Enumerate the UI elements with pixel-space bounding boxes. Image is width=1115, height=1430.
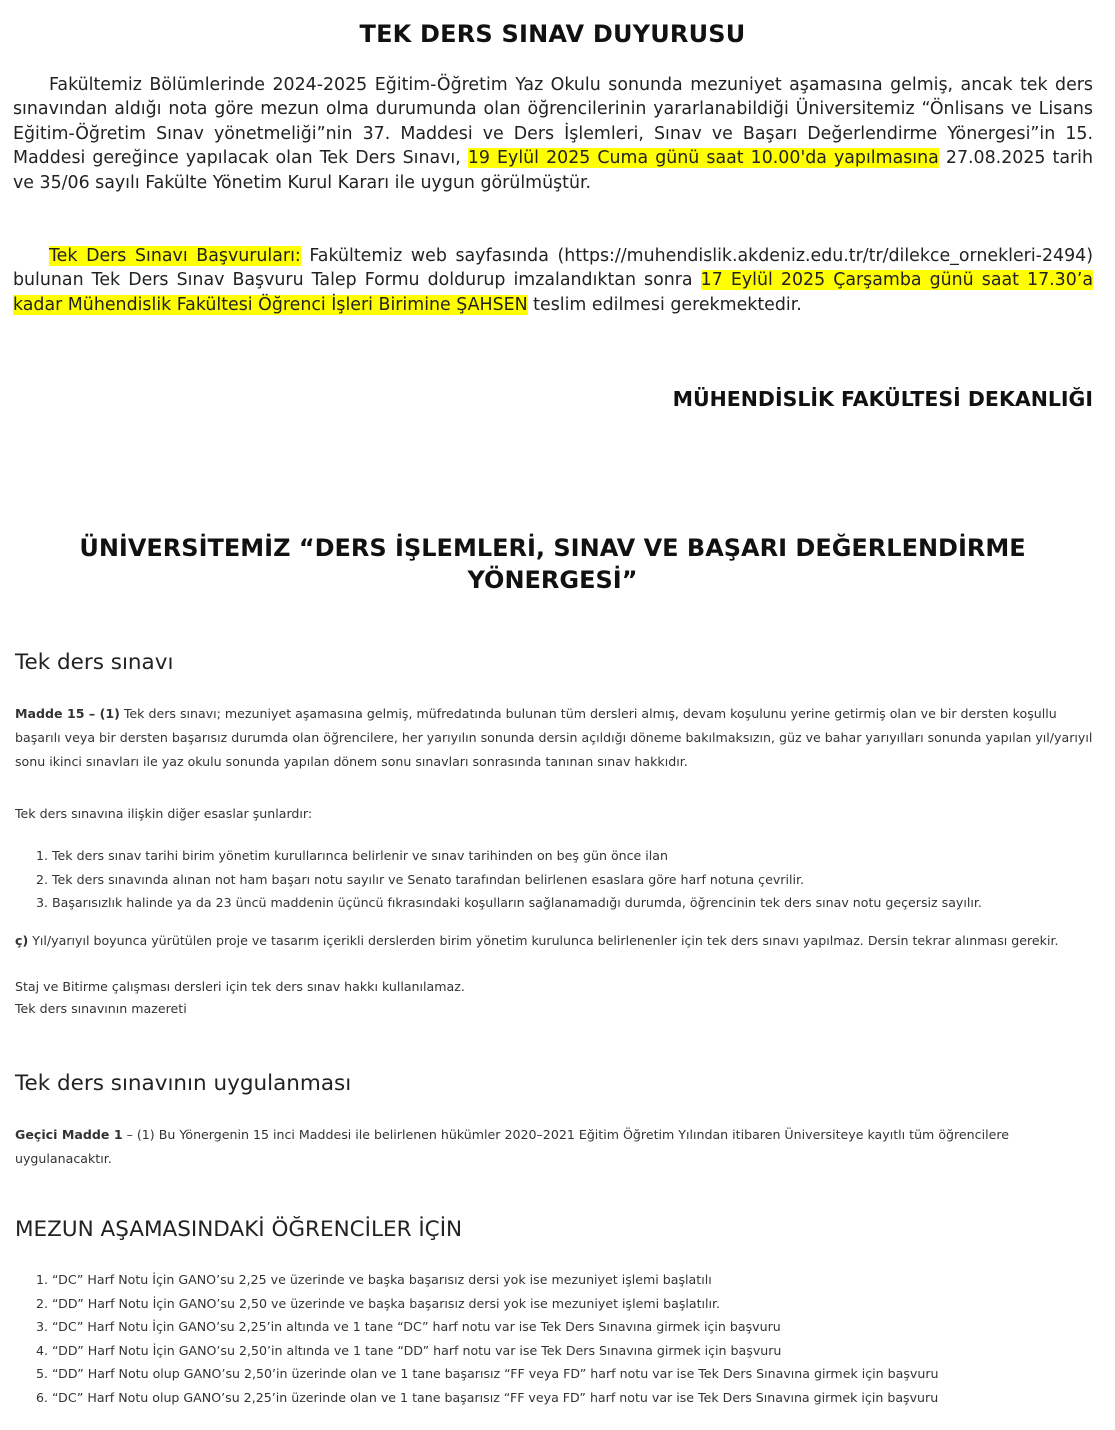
list-item: 6. “DC” Harf Notu olup GANO’su 2,25’in üzerinde olan ve 1 tane başarısız “FF veya FD” harf notu var ise Tek Ders Sınavına girmek için başvuru [52,1386,939,1410]
madde-15-paragraph [15,702,1095,774]
madde-15-text: Tek ders sınavı; mezuniyet aşamasına gelmiş, müfredatında bulunan tüm dersleri almış, devam koşulunu yerine getirmiş olan ve bir dersten koşullu başarılı veya bir dersten başarısız durumda olan öğrencilere, her yarıyılın sonunda dersin açıldığı döneme bakılmaksızın, güz ve bahar yarıyılları sonunda yapılan yıl/yarıyıl sonu ikinci sınavları ile yaz okulu sonunda yapılan dönem sonu sınavları sonrasında tanınan sınav hakkıdır. [15,706,1093,769]
list-item: 1. Tek ders sınav tarihi birim yönetim kurullarınca belirlenir ve sınav tarihinden on beş gün önce ilan [52,844,982,868]
gecici-madde-paragraph [15,1123,1095,1171]
announcement-paragraph-2 [13,244,1093,317]
list-item: 1. “DC” Harf Notu İçin GANO’su 2,25 ve üzerinde ve başka başarısız dersi yok ise mezuniyet işlemi başlatılı [52,1268,939,1292]
graduation-cases-list [36,1268,939,1409]
staj-line: Staj ve Bitirme çalışması dersleri için tek ders sınav hakkı kullanılamaz. [15,979,465,994]
list-item: 3. “DC” Harf Notu İçin GANO’su 2,25’in altında ve 1 tane “DC” harf notu var ise Tek Ders Sınavına girmek için başvuru [52,1315,939,1339]
list-item: 4. “DD” Harf Notu İçin GANO’su 2,50’in altında ve 1 tane “DD” harf notu var ise Tek Ders Sınavına girmek için başvuru [52,1339,939,1363]
rule-c-text: Yıl/yarıyıl boyunca yürütülen proje ve tasarım içerikli derslerden birim yönetim kurulunca belirlenenler için tek ders sınavı yapılmaz. Dersin tekrar alınması gerekir. [28,933,1059,948]
dean-signature: MÜHENDİSLİK FAKÜLTESİ DEKANLIĞI [672,387,1093,411]
madde-15-label: Madde 15 – (1) [15,706,120,721]
staj-paragraph [15,976,1095,1020]
paragraph-2-text: Fakültemiz web sayfasında (https://muhendislik.akdeniz.edu.tr/tr/dilekce_ornekleri-2494) bulunan Tek Ders Sınav Başvuru Talep Formu doldurup imzalandıktan sonra [13,246,1093,291]
list-item: 2. “DD” Harf Notu İçin GANO’su 2,50 ve üzerinde ve başka başarısız dersi yok ise mezuniyet işlemi başlatılır. [52,1292,939,1316]
rule-c-paragraph [15,929,1095,953]
deadline-highlight: 17 Eylül 2025 Çarşamba günü saat 17.30’a kadar Mühendislik Fakültesi Öğrenci İşleri Birimine ŞAHSEN [13,270,1093,315]
announcement-paragraph-1 [13,73,1093,195]
list-item: 5. “DD” Harf Notu olup GANO’su 2,50’in üzerinde olan ve 1 tane başarısız “FF veya FD” harf notu var ise Tek Ders Sınavına girmek için başvuru [52,1362,939,1386]
gecici-madde-label: Geçici Madde 1 [15,1127,123,1142]
regulation-title-line-2: YÖNERGESİ” [467,566,638,594]
regulation-title-line-1: ÜNİVERSİTEMİZ “DERS İŞLEMLERİ, SINAV VE BAŞARI DEĞERLENDİRME [79,534,1026,562]
applications-label-highlight: Tek Ders Sınavı Başvuruları: [49,246,301,266]
heading-tek-ders-sinavi: Tek ders sınavı [15,650,174,675]
paragraph-1-tail: 27.08.2025 tarih ve 35/06 sayılı Fakülte Yönetim Kurul Kararı ile uygun görülmüştür. [13,148,1093,193]
rules-list [36,844,982,915]
paragraph-2-tail: teslim edilmesi gerekmektedir. [527,294,802,315]
announcement-title: TEK DERS SINAV DUYURUSU [359,20,746,48]
mazeret-line: Tek ders sınavının mazereti [15,1001,187,1016]
heading-mezun-asamasindaki: MEZUN AŞAMASINDAKİ ÖĞRENCİLER İÇİN [15,1217,463,1242]
paragraph-1-text: Fakültemiz Bölümlerinde 2024-2025 Eğitim-Öğretim Yaz Okulu sonunda mezuniyet aşamasına gelmiş, ancak tek ders sınavından aldığı nota göre mezun olma durumunda olan öğrencilerinin yararlanabildiği Üniversitemiz “Önlisans ve Lisans Eğitim-Öğretim Sınav yönetmeliği”nin 37. Maddesi ve Ders İşlemleri, Sınav ve Başarı Değerlendirme Yönergesi”in 15. Maddesi gereğince yapılacak olan Tek Ders Sınavı, [13,75,1093,169]
regulation-title [0,532,1105,596]
exam-date-highlight: 19 Eylül 2025 Cuma günü saat 10.00'da yapılmasına [467,148,939,169]
rules-intro: Tek ders sınavına ilişkin diğer esaslar şunlardır: [15,806,313,821]
heading-uygulanmasi: Tek ders sınavının uygulanması [15,1071,352,1096]
rule-c-label: ç) [15,933,29,948]
gecici-madde-text: – (1) Bu Yönergenin 15 inci Maddesi ile belirlenen hükümler 2020–2021 Eğitim Öğretim Yılından itibaren Üniversiteye kayıtlı tüm öğrencilere uygulanacaktır. [15,1127,1009,1166]
list-item: 2. Tek ders sınavında alınan not ham başarı notu sayılır ve Senato tarafından belirlenen esaslara göre harf notuna çevrilir. [52,868,982,892]
list-item: 3. Başarısızlık halinde ya da 23 üncü maddenin üçüncü fıkrasındaki koşulların sağlanamadığı durumda, öğrencinin tek ders sınav notu geçersiz sayılır. [52,891,982,915]
